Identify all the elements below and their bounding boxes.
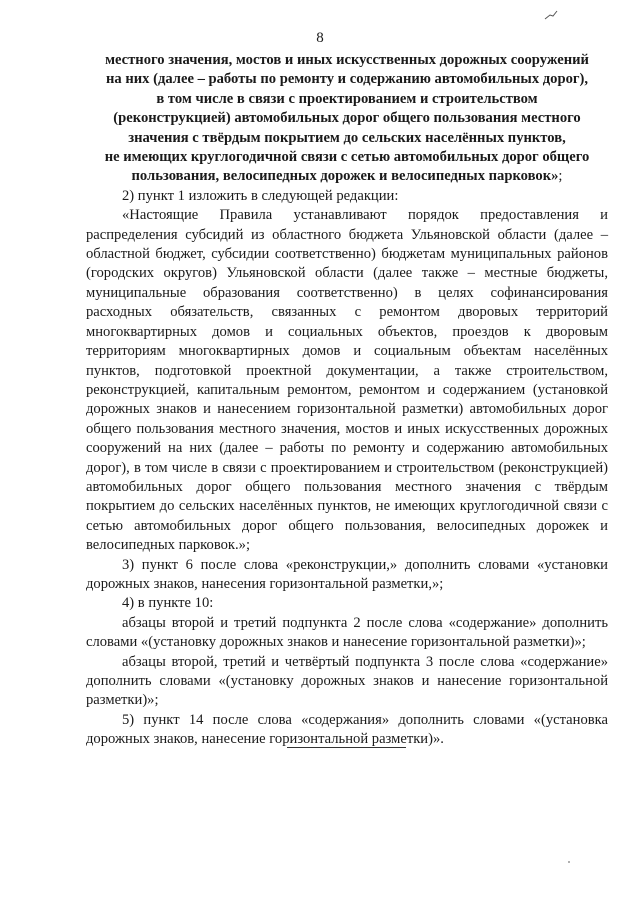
end-separator-line (287, 747, 406, 748)
paragraph-subitem-3: абзацы второй, третий и четвёртый подпункта 3 после слова «содержание» дополнить словами «(установку дорожных знаков и нанесение горизонтальной разметки)»; (86, 653, 608, 709)
heading-line-last (86, 167, 608, 186)
paragraph-rules-text: «Настоящие Правила устанавливают порядок предоставления и распределения субсидий из областного бюджета Ульяновской области (далее – областной бюджет, субсидии соответственно) бюджетам муниципальных районов (городских округов) Ульяновской области (далее также – местные бюджеты, муниципальные образования соответственно) в целях софинансирования расходных обязательств, связанных с ремонтом дворовых территорий многоквартирных домов и социальных объектов, проездов к дворовым территориям многоквартирных домов и социальным объектам населённых пунктов, подготовкой проектной документации, а также строительством, реконструкцией, капитальным ремонтом, ремонтом и содержанием (установкой дорожных знаков и нанесением горизонтальной разметки) автомобильных дорог общего пользования местного значения, мостов и иных искусственных дорожных сооружений на них (далее – работы по ремонту и содержанию автомобильных дорог), в том числе в связи с проектированием и строительством (реконструкцией) автомобильных дорог общего пользования местного значения с твёрдым покрытием до сельских населённых пунктов, не имеющих круглогодичной связи с сетью автомобильных дорог общего пользования, велосипедных дорожек и велосипедных парковок.»; (86, 207, 608, 554)
paragraph-item-2: 2) пункт 1 изложить в следующей редакции: (122, 187, 399, 204)
heading-line: в том числе в связи с проектированием и строительством (156, 90, 538, 107)
heading-line: значения с твёрдым покрытием до сельских населённых пунктов, (128, 129, 566, 146)
heading-end-mark: ; (558, 168, 563, 185)
document-body (86, 51, 608, 750)
paragraph-subitem-2: абзацы второй и третий подпункта 2 после слова «содержание» дополнить словами «(установку дорожных знаков и нанесение горизонтальной разметки)»; (86, 614, 608, 651)
paragraph-item-5: 5) пункт 14 после слова «содержания» дополнить словами «(установка дорожных знаков, нанесение горизонтальной разметки)». (86, 711, 608, 748)
paragraph-item-4: 4) в пункте 10: (122, 595, 214, 612)
bold-heading-block (86, 51, 608, 187)
page-number: 8 (316, 30, 324, 46)
heading-line: на них (далее – работы по ремонту и содержанию автомобильных дорог), (106, 71, 588, 88)
heading-line: не имеющих круглогодичной связи с сетью автомобильных дорог общего (104, 149, 590, 166)
heading-line: местного значения, мостов и иных искусственных дорожных сооружений (105, 52, 589, 68)
heading-line: (реконструкцией) автомобильных дорог общего пользования местного (113, 110, 581, 127)
heading-line-text: пользования, велосипедных дорожек и велосипедных парковок» (131, 168, 559, 185)
paragraph-item-3: 3) пункт 6 после слова «реконструкции,» дополнить словами «установки дорожных знаков, нанесения горизонтальной разметки,»; (86, 556, 608, 592)
scan-speck (568, 861, 570, 863)
scan-mark-icon (544, 10, 558, 20)
